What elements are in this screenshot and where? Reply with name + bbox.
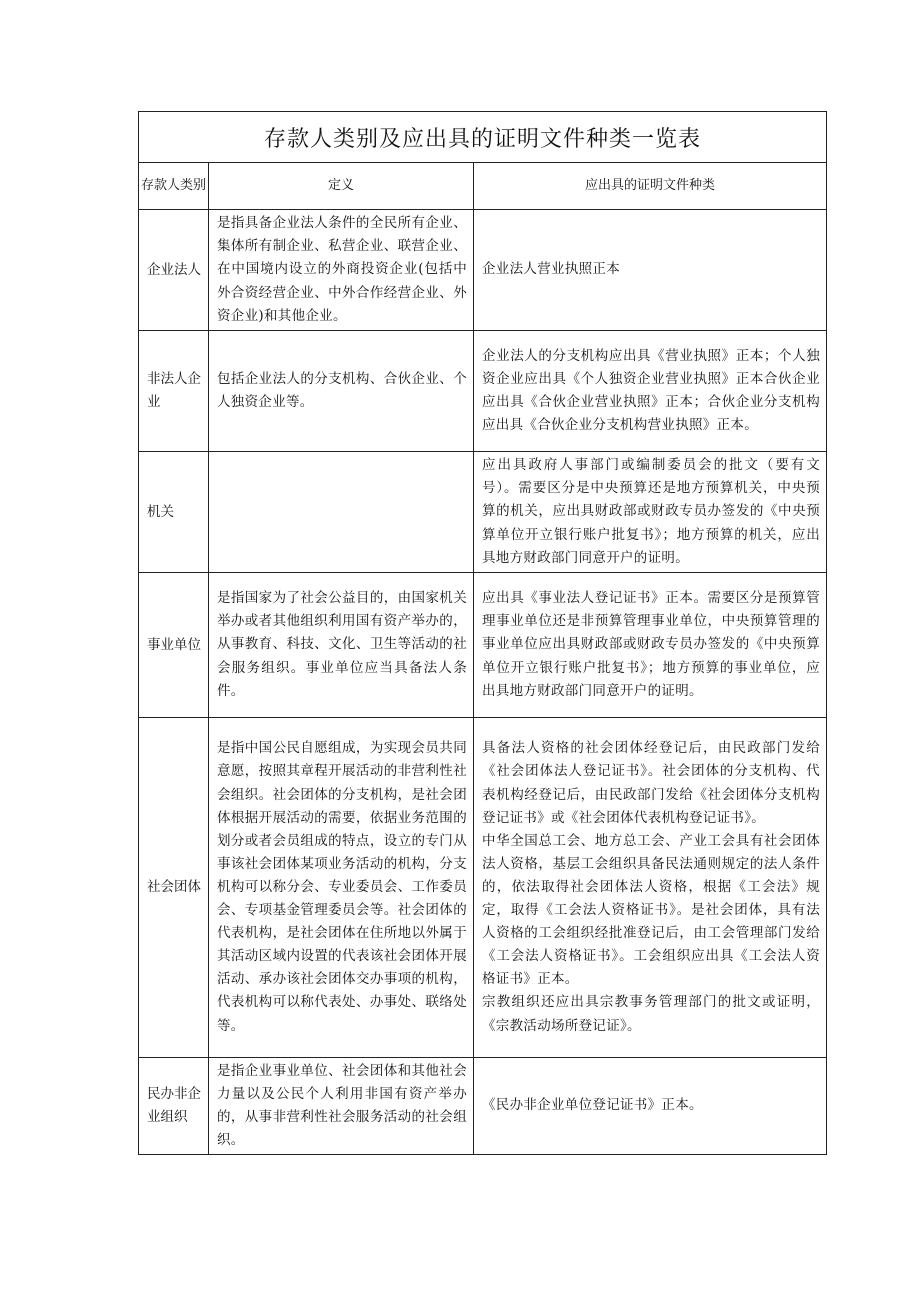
- documents-cell: [474, 573, 827, 718]
- document-paragraph: 企业法人营业执照正本: [482, 261, 620, 278]
- definition-cell: 是指具备企业法人条件的全民所有企业、集体所有制企业、私营企业、联营企业、在中国境内设立的外商投资企业(包括中外合资经营企业、中外合作经营企业、外资企业)和其他企业。: [209, 210, 474, 331]
- documents-cell: [474, 1058, 827, 1155]
- definition-cell: 是指企业事业单位、社会团体和其他社会力量以及公民个人利用非国有资产举办的，从事非营利性社会服务活动的社会组织。: [209, 1058, 474, 1155]
- table-row: [139, 573, 827, 718]
- documents-cell: [474, 210, 827, 331]
- document-paragraph: 具备法人资格的社会团体经登记后，由民政部门发给《社会团体法人登记证书》。社会团体的分支机构、代表机构经登记后，由民政部门发给《社会团体分支机构登记证书》或《社会团体代表机构登记证书》。: [482, 740, 821, 826]
- table-row: [139, 331, 827, 452]
- category-cell: 机关: [139, 452, 209, 573]
- table-row: [139, 452, 827, 573]
- category-cell: 非法人企业: [139, 331, 209, 452]
- header-category: 存款人类别: [139, 163, 209, 210]
- header-documents: 应出具的证明文件种类: [474, 163, 827, 210]
- header-definition: 定义: [209, 163, 474, 210]
- category-cell: 民办非企业组织: [139, 1058, 209, 1155]
- definition-cell: 是指中国公民自愿组成，为实现会员共同意愿，按照其章程开展活动的非营利性社会组织。社会团体的分支机构，是社会团体根据开展活动的需要，依据业务范围的划分或者会员组成的特点，设立的专门从事该社会团体某项业务活动的机构，分支机构可以称分会、专业委员会、工作委员会、专项基金管理委员会等。社会团体的代表机构，是社会团体在住所地以外属于其活动区域内设置的代表该社会团体开展活动、承办该社会团体交办事项的机构，代表机构可以称代表处、办事处、联络处等。: [209, 718, 474, 1058]
- table-title: 存款人类别及应出具的证明文件种类一览表: [139, 112, 827, 163]
- category-cell: 事业单位: [139, 573, 209, 718]
- documents-cell: [474, 718, 827, 1058]
- document-paragraph: 企业法人的分支机构应出具《营业执照》正本；个人独资企业应出具《个人独资企业营业执照》正本合伙企业应出具《合伙企业营业执照》正本；合伙企业分支机构应出具《合伙企业分支机构营业执照》正本。: [482, 347, 821, 434]
- definition-cell: 是指国家为了社会公益目的，由国家机关举办或者其他组织利用国有资产举办的，从事教育、科技、文化、卫生等活动的社会服务组织。事业单位应当具备法人条件。: [209, 573, 474, 718]
- document-paragraph: 应出具《事业法人登记证书》正本。需要区分是预算管理事业单位还是非预算管理事业单位，中央预算管理的事业单位应出具财政部或财政专员办签发的《中央预算单位开立银行账户批复书》；地方预算的事业单位，应出具地方财政部门同意开户的证明。: [482, 590, 821, 699]
- table-row: [139, 718, 827, 1058]
- table-row: [139, 1058, 827, 1155]
- category-cell: 企业法人: [139, 210, 209, 331]
- title-row: [139, 112, 827, 163]
- table-row: [139, 210, 827, 331]
- definition-cell: [209, 452, 474, 573]
- document-paragraph: 中华全国总工会、地方总工会、产业工会具有社会团体法人资格，基层工会组织具备民法通则规定的法人条件的，依法取得社会团体法人资格，根据《工会法》规定，取得《工会法人资格证书》。是社会团体，具有法人资格的工会组织经批准登记后，由工会管理部门发给《工会法人资格证书》。工会组织应出具《工会法人资格证书》正本。: [482, 832, 821, 988]
- category-cell: 社会团体: [139, 718, 209, 1058]
- document-paragraph: 应出具政府人事部门或编制委员会的批文（要有文号）。需要区分是中央预算还是地方预算机关，中央预算的机关，应出具财政部或财政专员办签发的《中央预算单位开立银行账户批复书》；地方预算的机关，应出具地方财政部门同意开户的证明。: [482, 457, 821, 566]
- documents-cell: [474, 331, 827, 452]
- document-paragraph: 宗教组织还应出具宗教事务管理部门的批文或证明，《宗教活动场所登记证》。: [482, 994, 821, 1034]
- definition-cell: 包括企业法人的分支机构、合伙企业、个人独资企业等。: [209, 331, 474, 452]
- certificate-types-table: [138, 111, 827, 1155]
- documents-cell: [474, 452, 827, 573]
- header-row: [139, 163, 827, 210]
- document-paragraph: 《民办非企业单位登记证书》正本。: [482, 1097, 703, 1114]
